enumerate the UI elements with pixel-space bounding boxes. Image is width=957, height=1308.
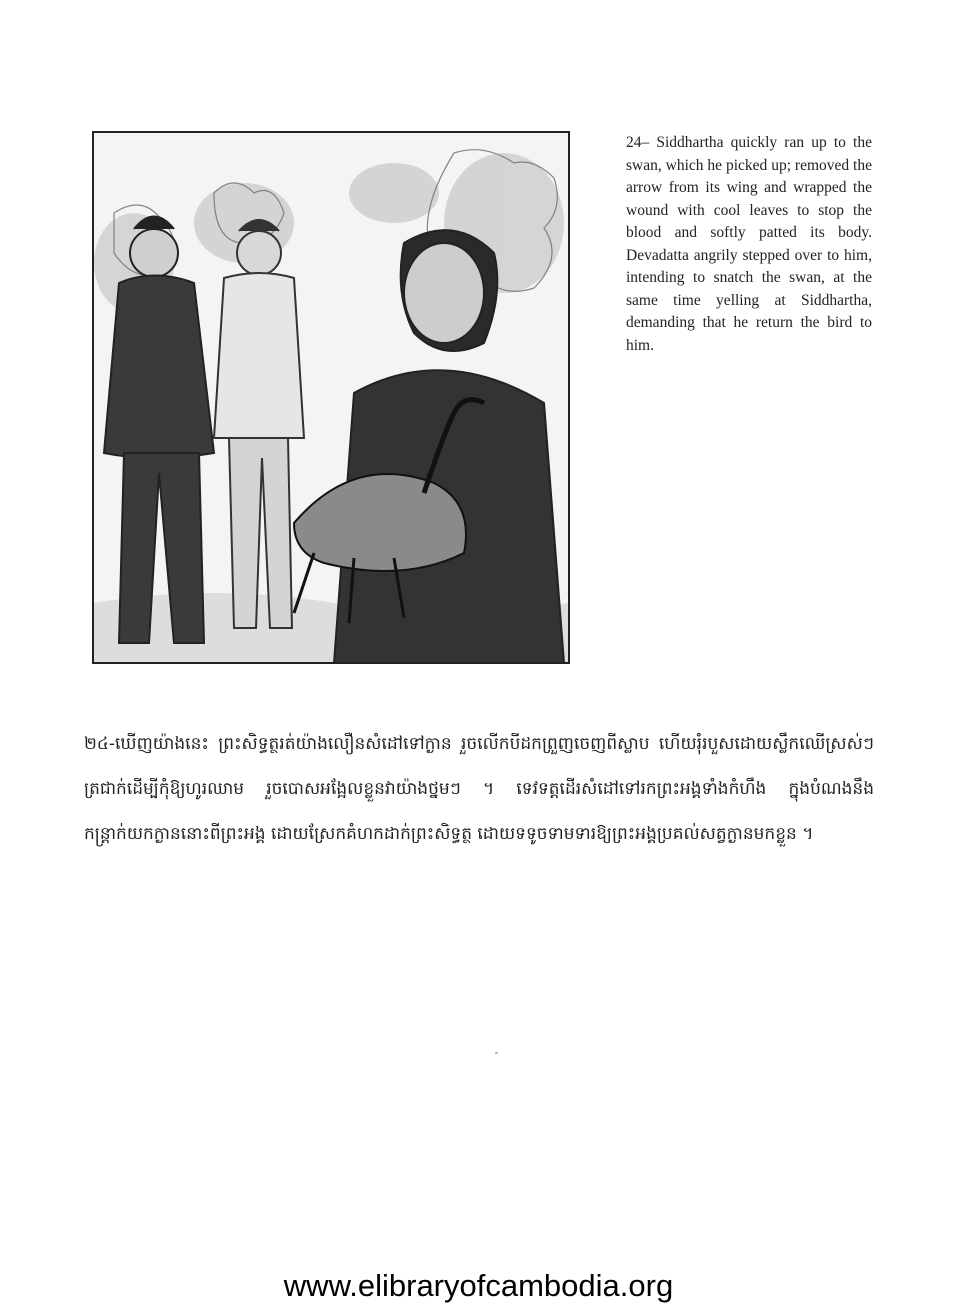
scan-speck <box>495 1052 498 1054</box>
illustration <box>92 131 570 664</box>
khmer-paragraph: ២៤-ឃើញយ៉ាងនេះ ព្រះសិទ្ធត្ថរត់យ៉ាងលឿនសំដៅទៅក្ងាន រួចលើកបីដកព្រួញចេញពីស្លាប ហើយរុំរបួសដោយស្លឹកឈើស្រស់ៗត្រជាក់ដើម្បីកុំឱ្យហូរឈាម រួចបោសអង្អែលខ្លួនវាយ៉ាងថ្នមៗ ។ ទេវទត្តដើរសំដៅទៅរកព្រះអង្គទាំងកំហឹង ក្នុងបំណងនឹងកន្ត្រាក់យកក្ងាននោះពីព្រះអង្គ ដោយស្រែកគំហកដាក់ព្រះសិទ្ធត្ថ ដោយទទូចទាមទារឱ្យព្រះអង្គប្រគល់សត្វក្ងានមកខ្លួន ។ <box>84 734 874 844</box>
swan-scene-illustration <box>94 133 568 662</box>
caption-text: 24– Siddhartha quickly ran up to the swan, which he picked up; removed the arrow from its wing and wrapped the wound with cool leaves to stop the blood and softly patted its body. Devadatta angrily stepped over to him, intending to snatch the swan, at the same time yelling at Siddhartha, demanding that he return the bird to him. <box>626 134 872 354</box>
footer-url: www.elibraryofcambodia.org <box>283 1268 674 1303</box>
